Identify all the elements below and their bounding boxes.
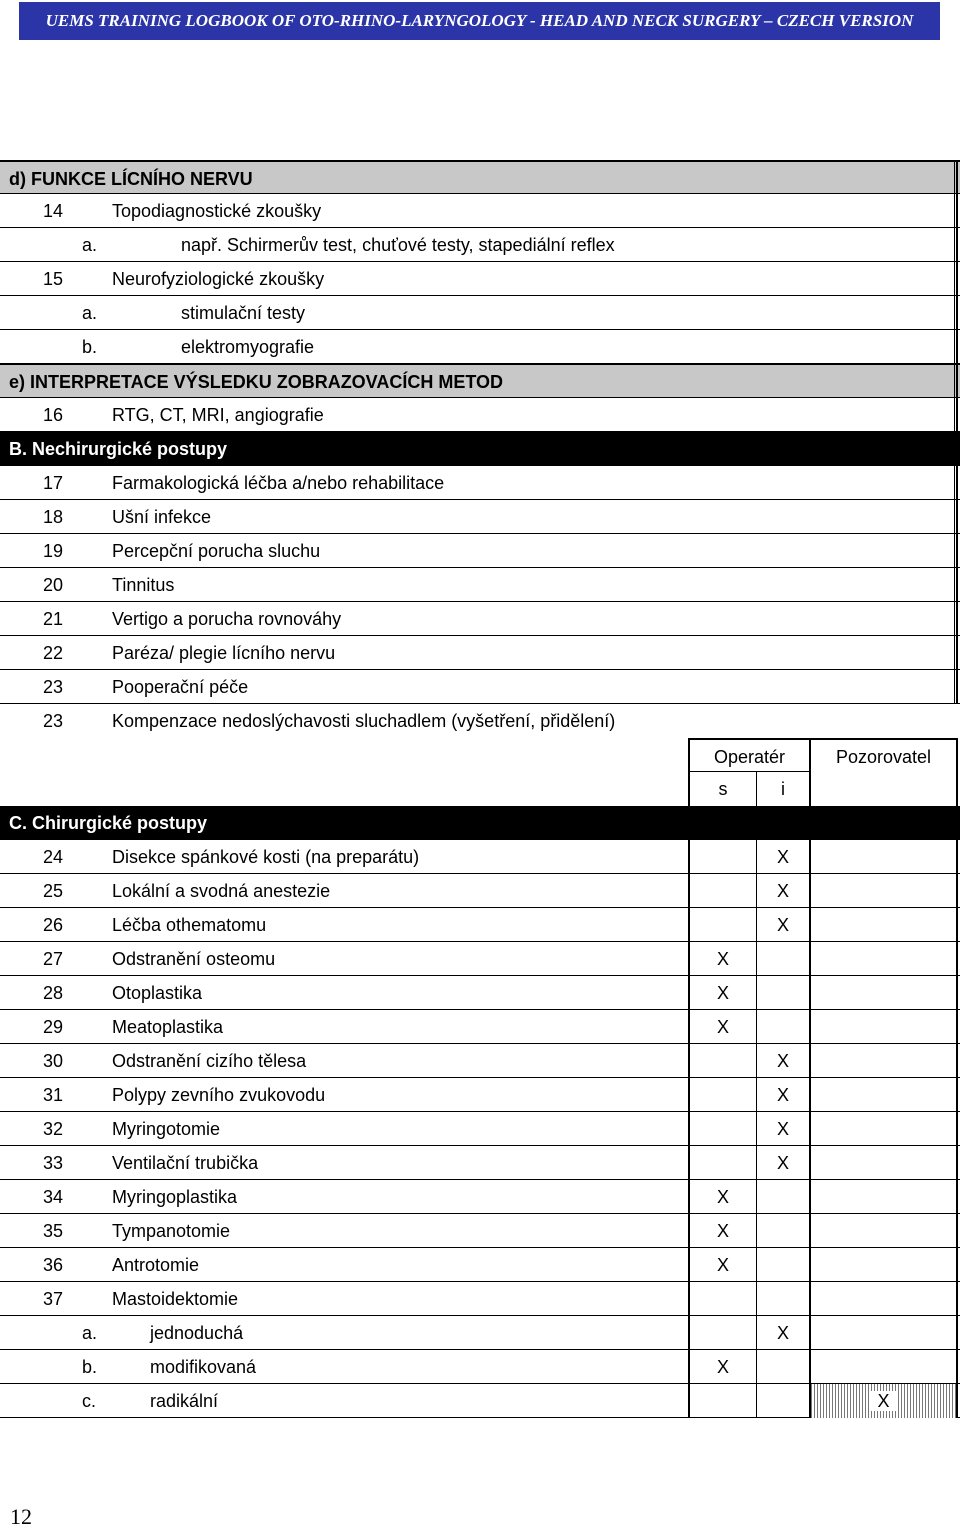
- operator-s-cell: [688, 1044, 757, 1078]
- row-label: Léčba othematomu: [112, 915, 267, 935]
- table-row: [0, 670, 960, 704]
- table-row: [0, 1146, 960, 1180]
- row-label: Pooperační péče: [112, 677, 249, 697]
- operator-s-cell: [688, 1078, 757, 1112]
- operator-i-cell: X: [757, 1146, 811, 1180]
- observer-cell: [811, 1180, 958, 1214]
- row-number: 24: [43, 847, 64, 867]
- observer-header: Pozorovatel: [811, 738, 958, 806]
- table-row: [0, 194, 960, 228]
- operator-s-cell: [688, 1316, 757, 1350]
- row-number: 29: [43, 1017, 64, 1037]
- table-row: [0, 568, 960, 602]
- table-row: [0, 1112, 960, 1146]
- row-number: 16: [43, 405, 64, 425]
- right-border: [954, 534, 958, 568]
- row-number: 28: [43, 983, 64, 1003]
- row-label: Paréza/ plegie lícního nervu: [112, 643, 336, 663]
- row-number: 30: [43, 1051, 64, 1071]
- row-number: 35: [43, 1221, 64, 1241]
- table-row: [0, 1316, 960, 1350]
- observer-mark: X: [871, 1391, 895, 1411]
- operator-i-cell: [757, 1214, 811, 1248]
- operator-i-cell: [757, 976, 811, 1010]
- row-label: stimulační testy: [181, 303, 306, 323]
- operator-i-cell: X: [757, 1078, 811, 1112]
- table-row: [0, 1248, 960, 1282]
- table-row: [0, 1214, 960, 1248]
- row-number: 33: [43, 1153, 64, 1173]
- operator-i-cell: [757, 1384, 811, 1418]
- observer-cell: [811, 1010, 958, 1044]
- row-label: Ušní infekce: [112, 507, 212, 527]
- logbook-table: [0, 160, 960, 1418]
- observer-cell: [811, 942, 958, 976]
- operator-s-cell: [688, 874, 757, 908]
- operator-i-cell: [757, 1180, 811, 1214]
- operator-i-cell: [757, 1282, 811, 1316]
- row-number: 25: [43, 881, 64, 901]
- row-sub-letter: a.: [82, 303, 98, 323]
- right-border: [954, 228, 958, 262]
- section-header-e: [0, 364, 960, 398]
- table-row: [0, 1078, 960, 1112]
- row-number: 18: [43, 507, 64, 527]
- table-row: [0, 330, 960, 364]
- operator-s-cell: [688, 840, 757, 874]
- right-border: [954, 500, 958, 534]
- row-label: Polypy zevního zvukovodu: [112, 1085, 326, 1105]
- right-border: [954, 296, 958, 330]
- right-border: [954, 365, 958, 399]
- row-sub-letter: a.: [82, 1323, 98, 1343]
- row-label: radikální: [150, 1391, 219, 1411]
- table-row: [0, 1282, 960, 1316]
- table-row: [0, 1180, 960, 1214]
- right-border: [954, 162, 958, 196]
- row-label: Myringotomie: [112, 1119, 221, 1139]
- row-number: 19: [43, 541, 64, 561]
- operator-s-cell: [688, 1384, 757, 1418]
- row-label: např. Schirmerův test, chuťové testy, stapediální reflex: [181, 235, 615, 255]
- row-sub-letter: c.: [82, 1391, 97, 1411]
- operator-s-header: s: [688, 772, 757, 806]
- row-number: 37: [43, 1289, 64, 1309]
- operator-s-cell: [688, 1282, 757, 1316]
- right-border: [954, 670, 958, 704]
- observer-cell: [811, 1078, 958, 1112]
- section-title: d) FUNKCE LÍCNÍHO NERVU: [9, 169, 253, 189]
- row-label: Neurofyziologické zkoušky: [112, 269, 325, 289]
- row-number: 20: [43, 575, 64, 595]
- row-label: modifikovaná: [150, 1357, 257, 1377]
- table-row: [0, 1044, 960, 1078]
- operator-s-cell: X: [688, 1350, 757, 1384]
- table-row: [0, 976, 960, 1010]
- observer-cell: [811, 874, 958, 908]
- row-label: Otoplastika: [112, 983, 203, 1003]
- section-header-d: [0, 160, 960, 194]
- right-border: [954, 262, 958, 296]
- section-header-b: [0, 432, 960, 466]
- observer-cell: [811, 1316, 958, 1350]
- row-label: Vertigo a porucha rovnováhy: [112, 609, 342, 629]
- row-number: 26: [43, 915, 64, 935]
- operator-i-cell: [757, 1350, 811, 1384]
- observer-cell: [811, 1112, 958, 1146]
- right-border: [954, 398, 958, 432]
- operator-s-cell: X: [688, 1248, 757, 1282]
- row-label: Kompenzace nedoslýchavosti sluchadlem (vyšetření, přidělení): [112, 711, 616, 731]
- table-row: [0, 1350, 960, 1384]
- table-row: [0, 602, 960, 636]
- operator-i-cell: [757, 942, 811, 976]
- table-row: [0, 1010, 960, 1044]
- row-sub-letter: a.: [82, 235, 98, 255]
- operator-s-cell: X: [688, 942, 757, 976]
- right-border: [954, 466, 958, 500]
- document-banner: UEMS TRAINING LOGBOOK OF OTO-RHINO-LARYNGOLOGY - HEAD AND NECK SURGERY – CZECH VERSION: [19, 2, 940, 40]
- row-label: RTG, CT, MRI, angiografie: [112, 405, 324, 425]
- row-label: elektromyografie: [181, 337, 315, 357]
- observer-cell: [811, 1214, 958, 1248]
- operator-i-cell: [757, 1248, 811, 1282]
- section-title: B. Nechirurgické postupy: [9, 439, 228, 459]
- row-number: 31: [43, 1085, 64, 1105]
- operator-s-cell: [688, 1112, 757, 1146]
- table-row: [0, 398, 960, 432]
- operator-i-cell: [757, 1010, 811, 1044]
- row-number: 32: [43, 1119, 64, 1139]
- table-row: [0, 296, 960, 330]
- row-number: 21: [43, 609, 64, 629]
- row-label: Myringoplastika: [112, 1187, 238, 1207]
- row-label: Topodiagnostické zkoušky: [112, 201, 322, 221]
- row-number: 22: [43, 643, 64, 663]
- observer-cell: [811, 1282, 958, 1316]
- table-row: [0, 466, 960, 500]
- observer-cell: [811, 1044, 958, 1078]
- table-row: [0, 704, 960, 738]
- operator-i-cell: X: [757, 840, 811, 874]
- section-title: e) INTERPRETACE VÝSLEDKU ZOBRAZOVACÍCH METOD: [9, 372, 504, 392]
- row-label: Tympanotomie: [112, 1221, 231, 1241]
- row-label: jednoduchá: [150, 1323, 244, 1343]
- table-row: [0, 500, 960, 534]
- row-label: Lokální a svodná anestezie: [112, 881, 331, 901]
- table-row: [0, 534, 960, 568]
- row-label: Odstranění cizího tělesa: [112, 1051, 307, 1071]
- row-sub-letter: b.: [82, 337, 98, 357]
- table-row: [0, 942, 960, 976]
- row-number: 15: [43, 269, 64, 289]
- row-number: 23: [43, 677, 64, 697]
- row-label: Ventilační trubička: [112, 1153, 259, 1173]
- observer-cell: [811, 1350, 958, 1384]
- row-label: Meatoplastika: [112, 1017, 224, 1037]
- operator-i-cell: X: [757, 908, 811, 942]
- operator-i-header: i: [757, 772, 811, 806]
- row-label: Mastoidektomie: [112, 1289, 239, 1309]
- operator-i-cell: X: [757, 1316, 811, 1350]
- right-border: [954, 194, 958, 228]
- table-row: [0, 262, 960, 296]
- operator-i-cell: X: [757, 874, 811, 908]
- section-header-c: [0, 806, 960, 840]
- operator-s-cell: X: [688, 1214, 757, 1248]
- right-border: [954, 602, 958, 636]
- row-label: Farmakologická léčba a/nebo rehabilitace: [112, 473, 445, 493]
- observer-cell: [811, 840, 958, 874]
- column-headers: [0, 738, 960, 806]
- operator-s-cell: X: [688, 1180, 757, 1214]
- row-number: 27: [43, 949, 64, 969]
- row-number: 36: [43, 1255, 64, 1275]
- observer-cell: [811, 976, 958, 1010]
- row-number: 14: [43, 201, 64, 221]
- table-row: [0, 908, 960, 942]
- observer-cell: [811, 1248, 958, 1282]
- table-row: [0, 1384, 960, 1418]
- right-border: [954, 330, 958, 364]
- operator-s-cell: [688, 1146, 757, 1180]
- observer-cell: [811, 1146, 958, 1180]
- row-label: Odstranění osteomu: [112, 949, 276, 969]
- row-label: Disekce spánkové kosti (na preparátu): [112, 847, 420, 867]
- observer-cell: [811, 908, 958, 942]
- operator-s-cell: X: [688, 976, 757, 1010]
- row-number: 23: [43, 711, 64, 731]
- section-title: C. Chirurgické postupy: [9, 813, 208, 833]
- operator-i-cell: X: [757, 1044, 811, 1078]
- operator-s-cell: X: [688, 1010, 757, 1044]
- row-label: Percepční porucha sluchu: [112, 541, 321, 561]
- operator-i-cell: X: [757, 1112, 811, 1146]
- table-row: [0, 228, 960, 262]
- table-row: [0, 636, 960, 670]
- right-border: [954, 568, 958, 602]
- surgical-procedures: [0, 840, 960, 1418]
- table-row: [0, 874, 960, 908]
- row-number: 34: [43, 1187, 64, 1207]
- row-number: 17: [43, 473, 64, 493]
- page-number: 12: [10, 1504, 32, 1529]
- row-label: Antrotomie: [112, 1255, 200, 1275]
- table-row: [0, 840, 960, 874]
- operator-header: Operatér: [688, 738, 811, 772]
- row-sub-letter: b.: [82, 1357, 98, 1377]
- row-label: Tinnitus: [112, 575, 175, 595]
- observer-cell: [811, 1384, 958, 1418]
- right-border: [954, 636, 958, 670]
- operator-s-cell: [688, 908, 757, 942]
